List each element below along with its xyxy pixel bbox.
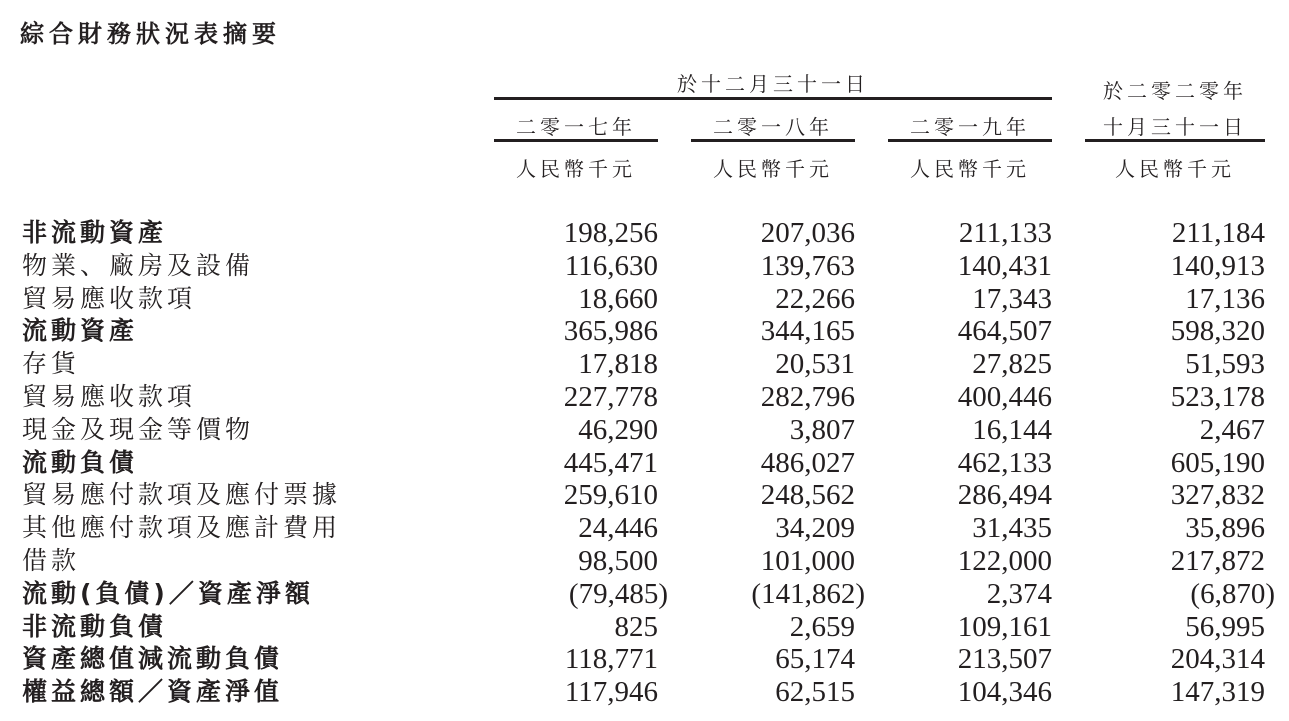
- row-value: 109,161: [957, 610, 1052, 643]
- row-value: 825: [614, 610, 658, 643]
- column-unit: 人民幣千元: [713, 157, 833, 181]
- row-value: 140,913: [1170, 249, 1265, 282]
- row-label: 存貨: [22, 349, 81, 379]
- row-value: 523,178: [1170, 380, 1265, 413]
- column-unit: 人民幣千元: [1115, 157, 1235, 181]
- row-value: (141,862): [751, 577, 865, 610]
- row-value: 462,133: [957, 446, 1052, 479]
- row-label: 其他應付款項及應計費用: [22, 513, 342, 543]
- row-value: 198,256: [563, 217, 658, 249]
- row-value: 140,431: [957, 249, 1052, 282]
- row-value: 35,896: [1185, 512, 1265, 545]
- group-header-rule: [494, 97, 1052, 100]
- row-value: 20,531: [775, 348, 855, 381]
- row-value: 211,184: [1171, 217, 1265, 249]
- row-value: 101,000: [760, 544, 855, 577]
- row-value: 2,659: [789, 610, 855, 643]
- row-value: 118,771: [564, 643, 658, 676]
- financial-table: [0, 216, 1289, 708]
- row-label: 流動資產: [22, 316, 139, 346]
- table-row: [0, 282, 1289, 315]
- row-value: 18,660: [578, 282, 658, 315]
- column-unit: 人民幣千元: [910, 157, 1030, 181]
- table-row: [0, 544, 1289, 577]
- table-row: [0, 675, 1289, 708]
- row-value: 598,320: [1170, 315, 1265, 348]
- row-value: 117,946: [564, 676, 658, 709]
- row-value: 65,174: [775, 643, 855, 676]
- table-row: [0, 216, 1289, 249]
- column-header-period: 二零一九年: [910, 115, 1030, 139]
- table-row: [0, 380, 1289, 413]
- row-value: 227,778: [563, 380, 658, 413]
- column-header-period: 二零一八年: [713, 115, 833, 139]
- row-value: 31,435: [972, 512, 1052, 545]
- row-value: 3,807: [789, 413, 855, 446]
- table-row: [0, 511, 1289, 544]
- row-value: 98,500: [578, 544, 658, 577]
- row-value: 104,346: [957, 676, 1052, 709]
- row-value: 122,000: [957, 544, 1052, 577]
- column-header-line1: 於二零二零年: [1103, 79, 1247, 103]
- row-label: 非流動負債: [22, 611, 168, 641]
- row-value: 56,995: [1185, 610, 1265, 643]
- row-value: 116,630: [564, 249, 658, 282]
- row-value: 147,319: [1170, 676, 1265, 709]
- row-value: 34,209: [775, 512, 855, 545]
- row-label: 流動負債: [22, 447, 139, 477]
- row-label: 資產總值減流動負債: [22, 644, 284, 674]
- row-value: 2,374: [986, 577, 1052, 610]
- row-value: 248,562: [760, 479, 855, 512]
- row-value: 365,986: [563, 315, 658, 348]
- row-value: 445,471: [563, 446, 658, 479]
- row-value: 327,832: [1170, 479, 1265, 512]
- row-value: 400,446: [957, 380, 1052, 413]
- row-value: 16,144: [972, 413, 1052, 446]
- table-row: [0, 347, 1289, 380]
- row-value: (79,485): [568, 577, 668, 610]
- column-rule: [1085, 139, 1265, 142]
- row-value: 213,507: [957, 643, 1052, 676]
- table-row: [0, 314, 1289, 347]
- column-header-period: 二零一七年: [516, 115, 636, 139]
- column-rule: [494, 139, 658, 142]
- column-rule: [888, 139, 1052, 142]
- row-value: 286,494: [957, 479, 1052, 512]
- row-label: 貿易應付款項及應付票據: [22, 480, 342, 510]
- row-value: 207,036: [760, 217, 855, 249]
- table-row: [0, 446, 1289, 479]
- row-label: 借款: [22, 545, 81, 575]
- row-value: 204,314: [1170, 643, 1265, 676]
- table-row: [0, 610, 1289, 643]
- row-value: 17,818: [578, 348, 658, 381]
- table-row: [0, 413, 1289, 446]
- row-value: 139,763: [760, 249, 855, 282]
- row-value: 217,872: [1170, 544, 1265, 577]
- row-value: 17,343: [972, 282, 1052, 315]
- column-header-period: 十月三十一日: [1103, 115, 1247, 139]
- row-value: 2,467: [1199, 413, 1265, 446]
- row-label: 物業、廠房及設備: [22, 250, 255, 280]
- row-value: 22,266: [775, 282, 855, 315]
- row-label: 貿易應收款項: [22, 381, 197, 411]
- row-value: 46,290: [578, 413, 658, 446]
- column-unit: 人民幣千元: [516, 157, 636, 181]
- row-value: 282,796: [760, 380, 855, 413]
- table-row: [0, 642, 1289, 675]
- row-value: 259,610: [563, 479, 658, 512]
- row-value: 27,825: [972, 348, 1052, 381]
- row-label: 權益總額／資產淨值: [22, 677, 284, 707]
- group-header: 於十二月三十一日: [677, 72, 869, 96]
- row-value: 211,133: [958, 217, 1052, 249]
- row-value: 464,507: [957, 315, 1052, 348]
- row-value: (6,870): [1190, 577, 1275, 610]
- row-value: 62,515: [775, 676, 855, 709]
- row-value: 486,027: [760, 446, 855, 479]
- row-value: 17,136: [1185, 282, 1265, 315]
- table-row: [0, 249, 1289, 282]
- row-label: 現金及現金等價物: [22, 414, 255, 444]
- table-row: [0, 478, 1289, 511]
- row-value: 51,593: [1185, 348, 1265, 381]
- row-label: 流動(負債)／資產淨額: [22, 578, 314, 608]
- row-label: 非流動資產: [22, 218, 168, 247]
- row-label: 貿易應收款項: [22, 283, 197, 313]
- row-value: 605,190: [1170, 446, 1265, 479]
- row-value: 344,165: [760, 315, 855, 348]
- page-title: 綜合財務狀況表摘要: [20, 20, 281, 48]
- column-rule: [691, 139, 855, 142]
- row-value: 24,446: [578, 512, 658, 545]
- table-row: [0, 577, 1289, 610]
